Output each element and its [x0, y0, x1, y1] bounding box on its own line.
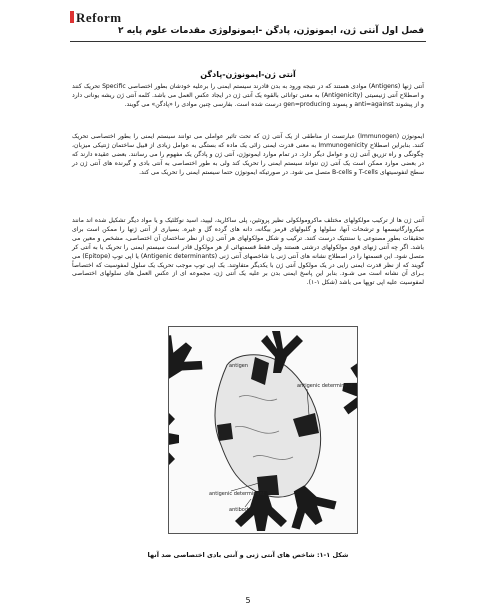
chapter-title: فصل اول آنتی ژن، ایمونوژن، پادگن -ایمونولوژی مقدمات علوم پایه ۲ [117, 26, 424, 36]
antibody-top-left [169, 328, 209, 392]
label-antigenic-determinant-2: antigenic determinant [209, 491, 265, 497]
logo-text: Reform [76, 10, 122, 25]
logo-mark-icon [70, 11, 74, 23]
page-number: 5 [245, 596, 251, 605]
publisher-logo [70, 10, 122, 26]
paragraph-immunogen: ایمونوژن (Immunogen) عبارتست از مناطقی از یک آنتی ژن که تحت تاثیر عواملی می توانند سیستم ایمنی را بطور اختصاصی تحریک کنند. بنابراین اصطلاح Immunogenicity به معنی قدرت ایمنی زائی یک ماده که بستگی به عوامل زیادی از قبیل ساختمان ژنتیکی میزبان، چگونگی و راه تزریق آنتی ژن و عوامل دیگر دارد. در تمام موارد ایمونوژن، آنتی ژن و پادگن یک مفهوم را می رسانند. بعضی عقیده دارند که در بعضی موارد ممکن است یک آنتی ژن نتواند سیستم ایمنی را تحریک کند ولی به طور اختصاصی به آنتی بادی و گیرنده های آنتی ژن در سطح لنفوسیتهای T-cells و B-cells متصل می شود. در صورتیکه ایمونوژن حتما سیستم ایمنی را تحریک می کند. [72, 133, 425, 176]
antibody-right [338, 361, 357, 419]
label-antigenic-determinant-1: antigenic determinant [297, 383, 353, 389]
determinant-patch-left [217, 423, 233, 441]
paragraph-epitopes: آنتی ژن ها از ترکیب مولکولهای مختلف ماکرومولکولی نظیر پروتئین، پلی ساکارید، لیپید، اسید نوکلئیک و یا مواد دیگر تشکیل شده اند مانند میکروارگانیسمها و ترشحات آنها، سلولها و گلبولهای قرمز بیگانه، دانه های گرده گل و غیره. بسیاری از آنتی ژنها را ممکن است برای تحقیقات بطور مصنوعی یا سنتتیک درست کنند. ترکیب و شکل مولکولهای هر آنتی ژن از نظر ساختمان آن اختصاصی، مشخص و معین می باشد. اگر چه آنتی ژنهای قوی مولکولهای درشتی هستند ولی فقط قسمتهائی از هر مولکول قادر است سیستم ایمنی را تحریک یا به آنتی کر متصل شود. این قسمتها را در اصطلاح نشانه های آنتی ژنی یا شاخصهای آنتی ژنی (Antigenic determinants) یا اپی توپ (Epitope) می گویند که از نظر قدرت ایمنی زایی در یک مولکول آنتی ژن با یکدیگر متفاوتند. یک اپی توپ موجب تحریک یک سلول لمفوسیت که اختصاصاً بـرای آن نشانه است می شـود. بنابر این پاسخ ایمنی بدن بر علیه یک آنتی ژن، مجموعه ای از عکس العمل های سلولهای اختصاصی لمفوسیت علیه اپی توپها می باشد (شکل ۱-۱). [72, 217, 424, 287]
antigen-antibody-illustration [169, 327, 357, 533]
antigen-antibody-figure [168, 326, 358, 534]
antibody-left [169, 413, 179, 465]
header-divider [70, 41, 426, 42]
label-antigen: antigen [229, 363, 249, 369]
leader-line-antibody [245, 499, 251, 507]
label-antibody: antibody [229, 507, 251, 513]
figure-caption: شکل ۱-۱: شاخص های آنتی ژنی و آنتی بادی اختصاصی ضد آنها [147, 551, 349, 559]
section-title: آنتی ژن-ایمونوژن-پادگن [200, 70, 296, 79]
paragraph-antigens: آنتی ژنها (Antigens) موادی هستند که در نتیجه ورود به بدن قادرند سیستم ایمنی را برعلیه خودشان بطور اختصاصی Specific تحریک کنند و اصطلاح آنتی ژنیسیتی (Antigenicity) به معنی توانائی بالقوه یک آنتی ژن در ایجاد عکس العمل می باشد. کلمه آنتی ژن ریشه یونانی دارد و از پیشوند anti=against و پسوند gen=producing درست شده است. بفارسی چنین موادی را «پادگن» می گویند. [72, 83, 424, 108]
